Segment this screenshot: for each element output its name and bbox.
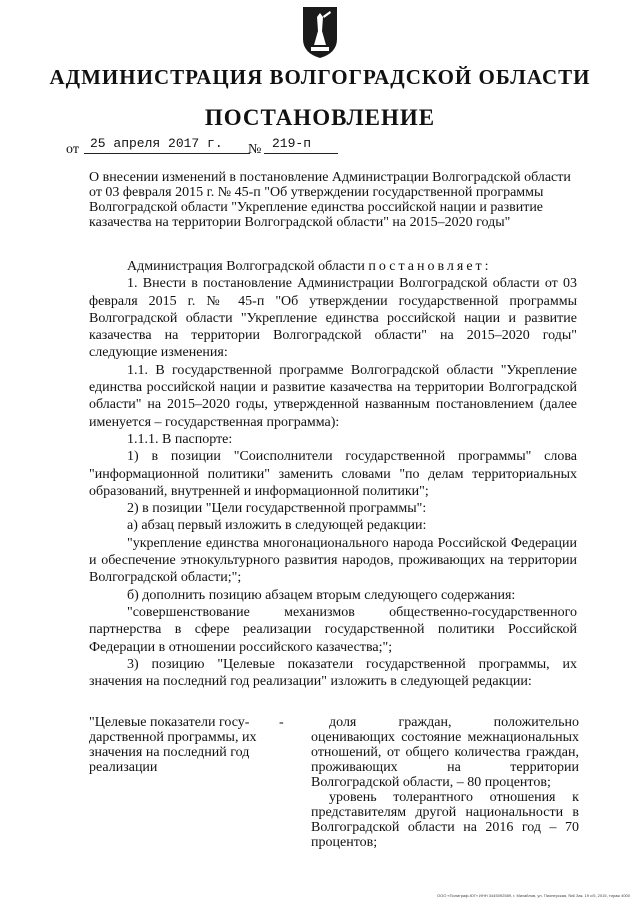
coat-of-arms-icon [301, 5, 339, 60]
organization-title: АДМИНИСТРАЦИЯ ВОЛГОГРАДСКОЙ ОБЛАСТИ [49, 65, 591, 89]
document-body [89, 258, 577, 690]
paragraph: б) дополнить позицию абзацем вторым следующего содержания: [127, 587, 516, 603]
date-from-label: от [66, 142, 79, 157]
table-right-cell [311, 715, 579, 850]
paragraph: "совершенствование механизмов общественно-государственного партнерства в сфере реализации государственной политики Российской Федерации в отношении российского казачества;"; [89, 604, 577, 655]
number-underline [264, 153, 338, 154]
indicator-item: уровень толерантного отношения к представителям другой национальности в Волгоградской области на 2016 год – 70 процентов; [311, 790, 579, 850]
paragraph: а) абзац первый изложить в следующей редакции: [127, 518, 427, 534]
indicator-item: доля граждан, положительно оценивающих состояние межнациональных отношений, от общего количества граждан, проживающих на территории Волгоградской области, – 80 процентов; [311, 715, 579, 790]
paragraph: 2) в позиции "Цели государственной программы": [127, 501, 427, 517]
document-subject: О внесении изменений в постановление Администрации Волгоградской области от 03 февраля 2015 г. № 45-п "Об утверждении государственной программы Волгоградской области "Укрепление единства российской нации и развитие казачества на территории Волгоградской области" на 2015–2020 годы" [89, 170, 571, 230]
paragraph: "укрепление единства многонационального народа Российской Федерации и обеспечение этнокультурного развития народов, проживающих на территории Волгоградской области;"; [89, 535, 577, 586]
document-type-title: ПОСТАНОВЛЕНИЕ [204, 105, 436, 130]
paragraph: 1.1.1. В паспорте: [127, 431, 233, 447]
document-number: 219-п [272, 136, 312, 151]
table-left-cell: "Целевые показатели госу-дарственной программы, их значения на последний год реализации [89, 715, 257, 775]
document-date: 25 апреля 2017 г. [90, 136, 223, 151]
date-number-row [66, 136, 586, 158]
paragraph: 1) в позиции "Соисполнители государственной программы" слова "информационной политики" заменить словами "по делам территориальных образований, внутренней и информационной политики"; [89, 449, 577, 499]
decree-intro [89, 258, 577, 275]
paragraph: 1.1. В государственной программе Волгоградской области "Укрепление единства российской нации и развитие казачества на территории Волгоградской области" на 2015–2020 годы, утвержденной названным постановлением (далее именуется – государственная программа): [89, 362, 577, 430]
indicators-table [89, 715, 579, 850]
paragraph: 1. Внести в постановление Администрации Волгоградской области от 03 февраля 2015 г. № 45-п "Об утверждении государственной программы Волгоградской области "Укрепление единства российской нации и развитие казачества на территории Волгоградской области" на 2015–2020 годы" следующие изменения: [89, 276, 577, 361]
number-label: № [248, 142, 262, 157]
intro-text: Администрация Волгоградской области [127, 259, 369, 274]
decree-word: постановляет: [368, 259, 492, 274]
printer-imprint: ООО «Полиграф-ЮГ» ИНН 3445092589, г. Михайлов, ул. Пионерская, №6 Зак. 19 с/5, 2015, тираж 4000 [436, 893, 630, 898]
date-underline [84, 153, 250, 154]
paragraph: 3) позицию "Целевые показатели государственной программы, их значения на последний год реализации" изложить в следующей редакции: [89, 656, 577, 690]
table-dash: - [279, 715, 284, 730]
